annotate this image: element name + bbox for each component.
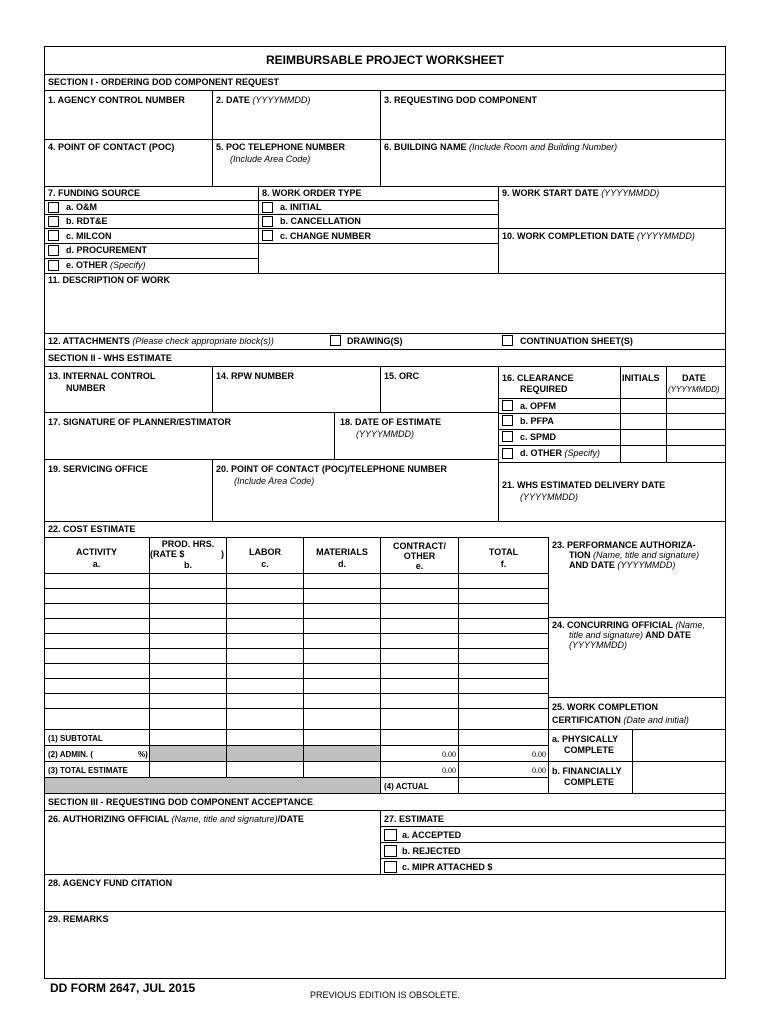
funding-om-label: a. O&M	[66, 202, 98, 212]
work-start-date-label: 9. WORK START DATE (YYYYMMDD)	[502, 188, 660, 198]
agency-fund-citation-label: 28. AGENCY FUND CITATION	[48, 878, 173, 888]
funding-rdte-label: b. RDT&E	[66, 216, 108, 226]
internal-control-label: 13. INTERNAL CONTROL	[48, 371, 156, 381]
drawings-checkbox[interactable]	[330, 335, 341, 346]
mipr-attached-label: c. MIPR ATTACHED $	[402, 862, 493, 872]
funding-om-checkbox[interactable]	[48, 202, 59, 213]
admin-shaded-materials	[304, 746, 380, 761]
mipr-attached-checkbox[interactable]	[384, 861, 397, 873]
concurring-official-label: 24. CONCURRING OFFICIAL (Name,	[552, 620, 705, 630]
cost-row[interactable]	[45, 664, 548, 678]
col-prod-rate: (RATE $	[150, 549, 185, 559]
physically-complete-field[interactable]	[633, 730, 725, 760]
col-contract-header: CONTRACT/	[393, 541, 446, 551]
admin-percent-input[interactable]	[102, 747, 136, 760]
poc-telephone-2-field[interactable]	[213, 489, 497, 520]
estimate-rejected-checkbox[interactable]	[384, 845, 397, 857]
admin-total-value: 0.00	[532, 750, 546, 759]
poc-telephone-2-label: 20. POINT OF CONTACT (POC)/TELEPHONE NUMBER	[216, 464, 447, 474]
clearance-pfpa-checkbox[interactable]	[502, 415, 513, 426]
building-name-label: 6. BUILDING NAME (Include Room and Building Number)	[384, 142, 618, 152]
agency-control-number-label: 1. AGENCY CONTROL NUMBER	[48, 95, 185, 105]
poc-telephone-label: 5. POC TELEPHONE NUMBER	[216, 142, 346, 152]
performance-auth-label-2: TION (Name, title and signature)	[569, 550, 700, 560]
work-completion-date-field[interactable]	[499, 244, 725, 272]
edition-notice: PREVIOUS EDITION IS OBSOLETE.	[309, 990, 461, 1000]
actual-shaded	[45, 778, 380, 793]
authorizing-official-field[interactable]	[45, 827, 379, 873]
remarks-field[interactable]	[45, 927, 725, 976]
remarks-label: 29. REMARKS	[48, 914, 109, 924]
col-materials-header: MATERIALS	[316, 547, 368, 557]
col-total-header: TOTAL	[488, 547, 519, 557]
cost-row[interactable]	[45, 619, 548, 633]
concurring-official-field[interactable]	[549, 653, 725, 696]
financially-complete-field[interactable]	[633, 762, 725, 792]
concurring-official-hint: (YYYYMMDD)	[569, 640, 627, 650]
cost-estimate-label: 22. COST ESTIMATE	[48, 524, 136, 534]
work-order-type-label: 8. WORK ORDER TYPE	[262, 188, 362, 198]
col-activity-header: ACTIVITY	[75, 547, 117, 557]
cost-row[interactable]	[45, 634, 548, 648]
poc-telephone-hint: (Include Area Code)	[230, 154, 311, 164]
cost-row[interactable]	[45, 604, 548, 618]
col-prod-header: PROD. HRS.	[161, 539, 215, 549]
continuation-sheets-checkbox[interactable]	[502, 335, 513, 346]
funding-source-label: 7. FUNDING SOURCE	[48, 188, 141, 198]
performance-auth-label: 23. PERFORMANCE AUTHORIZA-	[552, 540, 696, 550]
work-completion-cert-label-2: CERTIFICATION (Date and initial)	[552, 715, 689, 725]
work-order-cancellation-label: b. CANCELLATION	[280, 216, 361, 226]
planner-signature-label: 17. SIGNATURE OF PLANNER/ESTIMATOR	[48, 417, 232, 427]
estimate-accepted-checkbox[interactable]	[384, 829, 397, 841]
clearance-spmd-checkbox[interactable]	[502, 431, 513, 442]
estimate-rejected-label: b. REJECTED	[402, 846, 461, 856]
col-contract-header-2: OTHER	[403, 551, 436, 561]
poc-field[interactable]	[45, 155, 211, 185]
work-order-change-checkbox[interactable]	[262, 230, 273, 241]
agency-control-number-field[interactable]	[45, 108, 211, 138]
clearance-pfpa-label: b. PFPA	[520, 416, 554, 426]
performance-auth-label-3: AND DATE (YYYYMMDD)	[569, 560, 676, 570]
col-materials-sub: d.	[338, 559, 346, 569]
funding-milcon-checkbox[interactable]	[48, 230, 59, 241]
clearance-label: 16. CLEARANCE	[502, 373, 574, 383]
clearance-other-label: d. OTHER (Specify)	[520, 448, 601, 458]
internal-control-label-2: NUMBER	[66, 383, 106, 393]
agency-fund-citation-field[interactable]	[45, 891, 725, 910]
attachments-label: 12. ATTACHMENTS (Please check appropriate block(s))	[48, 336, 274, 346]
work-order-initial-label: a. INITIAL	[280, 202, 322, 212]
description-of-work-field[interactable]	[45, 288, 725, 331]
internal-control-field[interactable]	[45, 395, 211, 411]
planner-signature-field[interactable]	[45, 430, 333, 458]
mipr-amount-input[interactable]	[512, 859, 724, 873]
estimate-label: 27. ESTIMATE	[384, 814, 444, 824]
funding-other-label: e. OTHER (Specify)	[66, 260, 146, 270]
cost-row[interactable]	[45, 649, 548, 663]
clearance-other-checkbox[interactable]	[502, 448, 513, 459]
servicing-office-label: 19. SERVICING OFFICE	[48, 464, 148, 474]
requesting-dod-component-label: 3. REQUESTING DOD COMPONENT	[384, 95, 538, 105]
estimate-accepted-label: a. ACCEPTED	[402, 830, 462, 840]
form-title: REIMBURSABLE PROJECT WORKSHEET	[265, 53, 504, 67]
poc-telephone-field[interactable]	[213, 166, 379, 186]
poc-telephone-2-hint: (Include Area Code)	[234, 476, 315, 486]
clearance-opfm-label: a. OPFM	[520, 401, 557, 411]
section-3-header: SECTION III - REQUESTING DOD COMPONENT ACCEPTANCE	[48, 797, 314, 807]
clearance-date-header: DATE	[682, 373, 706, 383]
delivery-date-hint: (YYYYMMDD)	[520, 492, 578, 502]
col-prod-rate-close: )	[221, 549, 224, 559]
performance-auth-field[interactable]	[549, 574, 725, 616]
admin-contract-value: 0.00	[442, 750, 456, 759]
poc-label: 4. POINT OF CONTACT (POC)	[48, 142, 175, 152]
cost-row[interactable]	[45, 679, 548, 693]
work-order-initial-checkbox[interactable]	[262, 202, 273, 213]
physically-complete-label-2: COMPLETE	[564, 745, 615, 755]
authorizing-official-label: 26. AUTHORIZING OFFICIAL (Name, title and signature)/DATE	[48, 814, 304, 824]
form-id: DD FORM 2647, JUL 2015	[50, 981, 196, 995]
admin-label: (2) ADMIN. (	[48, 750, 94, 759]
admin-pct-label: %)	[138, 750, 148, 759]
section-1-header: SECTION I - ORDERING DOD COMPONENT REQUEST	[48, 77, 280, 87]
date-of-estimate-hint: (YYYYMMDD)	[356, 429, 414, 439]
physically-complete-label: a. PHYSICALLY	[552, 734, 619, 744]
date-field[interactable]	[213, 108, 379, 138]
cost-row[interactable]	[45, 709, 548, 729]
col-total-sub: f.	[500, 559, 507, 569]
rpw-number-field[interactable]	[213, 384, 379, 411]
col-contract-sub: e.	[415, 561, 424, 571]
work-order-cancellation-checkbox[interactable]	[262, 216, 273, 227]
funding-milcon-label: c. MILCON	[66, 231, 112, 241]
work-order-change-label: c. CHANGE NUMBER	[280, 231, 372, 241]
subtotal-label: (1) SUBTOTAL	[48, 734, 103, 743]
financially-complete-label: b. FINANCIALLY	[552, 766, 622, 776]
description-of-work-label: 11. DESCRIPTION OF WORK	[48, 275, 171, 285]
delivery-date-label: 21. WHS ESTIMATED DELIVERY DATE	[502, 480, 666, 490]
total-estimate-label: (3) TOTAL ESTIMATE	[48, 766, 128, 775]
date-of-estimate-label: 18. DATE OF ESTIMATE	[340, 417, 442, 427]
work-start-date-field[interactable]	[499, 201, 725, 227]
admin-shaded-labor	[227, 746, 303, 761]
concurring-official-label-2: title and signature) AND DATE	[569, 630, 692, 640]
cost-row[interactable]	[45, 694, 548, 708]
orc-field[interactable]	[381, 384, 497, 411]
total-contract-value: 0.00	[442, 766, 456, 775]
cost-row[interactable]	[45, 574, 548, 588]
financially-complete-label-2: COMPLETE	[564, 777, 615, 787]
requesting-dod-component-field[interactable]	[381, 108, 725, 138]
funding-procurement-checkbox[interactable]	[48, 245, 59, 256]
funding-procurement-label: d. PROCUREMENT	[66, 245, 147, 255]
col-prod-sub: b.	[184, 560, 192, 570]
servicing-office-field[interactable]	[45, 477, 211, 520]
building-name-field[interactable]	[381, 155, 725, 185]
actual-label: (4) ACTUAL	[384, 782, 429, 791]
total-total-value: 0.00	[532, 766, 546, 775]
col-labor-header: LABOR	[249, 547, 281, 557]
work-completion-cert-label: 25. WORK COMPLETION	[552, 702, 659, 712]
orc-label: 15. ORC	[384, 371, 420, 381]
clearance-opfm-checkbox[interactable]	[502, 400, 513, 411]
cost-row[interactable]	[45, 589, 548, 603]
work-completion-date-label: 10. WORK COMPLETION DATE (YYYYMMDD)	[502, 231, 695, 241]
drawings-label: DRAWING(S)	[347, 336, 403, 346]
clearance-initials-header: INITIALS	[622, 373, 660, 383]
funding-rdte-checkbox[interactable]	[48, 216, 59, 227]
section-2-header: SECTION II - WHS ESTIMATE	[48, 353, 172, 363]
continuation-sheets-label: CONTINUATION SHEET(S)	[520, 336, 633, 346]
col-labor-sub: c.	[261, 559, 269, 569]
admin-shaded-prod	[150, 746, 226, 761]
col-activity-sub: a.	[92, 559, 101, 569]
funding-other-checkbox[interactable]	[48, 260, 59, 271]
clearance-spmd-label: c. SPMD	[520, 432, 557, 442]
rpw-number-label: 14. RPW NUMBER	[216, 371, 295, 381]
clearance-date-hint: (YYYYMMDD)	[668, 385, 720, 394]
clearance-label-2: REQUIRED	[520, 384, 568, 394]
date-label: 2. DATE (YYYYMMDD)	[216, 95, 311, 105]
